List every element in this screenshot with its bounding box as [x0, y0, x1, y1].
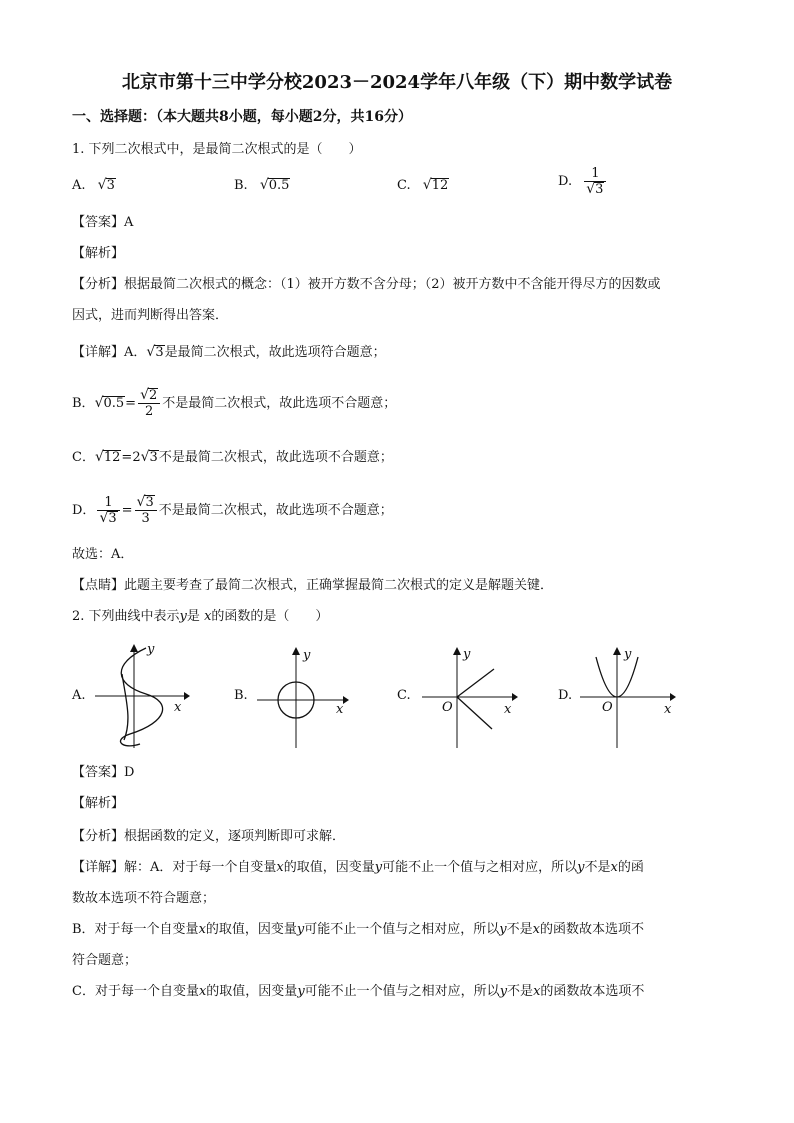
question-2-stem: 2. 下列曲线中表示y是 x的函数的是（ ）	[72, 609, 329, 624]
axis-y-label: y	[303, 648, 311, 663]
q2-detail-a: 【详解】解：A．对于每一个自变量x的取值，因变量y可能不止一个值与之相对应，所以y不是x的函	[72, 860, 644, 875]
q2-answer: 【答案】D	[72, 765, 135, 780]
option-label: A.	[72, 178, 86, 193]
q1-fenxi-line2: 因式，进而判断得出答案．	[72, 308, 229, 323]
q1-analysis-head: 【解析】	[72, 246, 125, 261]
q1-fenxi-line1: 【分析】根据最简二次根式的概念：（1）被开方数不含分母；（2）被开方数中不含能开得尽方的因数或	[72, 277, 661, 292]
q1-option-b[interactable]: B. √0.5	[234, 177, 290, 193]
question-1-stem: 1. 下列二次根式中，是最简二次根式的是（ ）	[72, 142, 362, 157]
q2-fenxi: 【分析】根据函数的定义，逐项判断即可求解．	[72, 829, 346, 844]
q1-detail-c: C．√12=2√3不是最简二次根式，故此选项不合题意；	[72, 449, 393, 465]
option-label: D.	[558, 174, 573, 189]
q2-detail-c: C．对于每一个自变量x的取值，因变量y可能不止一个值与之相对应，所以y不是x的函数故本选项不	[72, 984, 645, 999]
axis-x-label: x	[336, 702, 344, 717]
axis-y-label: y	[463, 647, 471, 662]
radicand: 0.5	[268, 178, 290, 193]
axis-x-label: x	[664, 702, 672, 717]
q2-option-d-label[interactable]: D.	[558, 688, 573, 703]
radicand: 12	[431, 178, 449, 193]
q2-option-b-label[interactable]: B.	[234, 688, 248, 703]
q2-option-c-label[interactable]: C.	[397, 688, 411, 703]
origin-label: O	[602, 700, 613, 715]
radicand: 3	[106, 178, 115, 193]
origin-label: O	[442, 700, 453, 715]
q2-detail-b-cont: 符合题意；	[72, 953, 138, 968]
radicand: 3	[595, 182, 604, 197]
q2-option-a-label[interactable]: A.	[72, 688, 86, 703]
section-heading: 一、选择题：（本大题共8小题，每小题2分，共16分）	[72, 109, 412, 125]
q1-detail-a: 【详解】A．√3是最简二次根式，故此选项符合题意；	[72, 344, 386, 360]
axis-x-label: x	[504, 702, 512, 717]
q2-analysis-head: 【解析】	[72, 796, 125, 811]
q1-answer: 【答案】A	[72, 215, 134, 230]
q2-detail-a-cont: 数故本选项不符合题意；	[72, 891, 216, 906]
page-title: 北京市第十三中学分校2023－2024学年八年级（下）期中数学试卷	[121, 72, 673, 93]
q1-option-d[interactable]: D. $\frac{1}{√3}$	[558, 166, 608, 197]
axis-x-label: x	[174, 700, 182, 715]
q2-graph-a[interactable]	[92, 640, 192, 750]
option-label: B.	[234, 178, 248, 193]
q1-detail-d: D． $\frac{1}{√3}$ = $\frac{√3}{3}$ 不是最简二次根式，故此选项不合题意；	[72, 494, 393, 526]
axis-y-label: y	[147, 642, 155, 657]
option-label: C.	[397, 178, 411, 193]
q1-dianjing: 【点睛】此题主要考查了最简二次根式，正确掌握最简二次根式的定义是解题关键．	[72, 578, 554, 593]
axis-y-label: y	[624, 647, 632, 662]
q1-choose: 故选：A．	[72, 547, 134, 562]
q1-option-c[interactable]: C. √12	[397, 177, 449, 193]
q1-detail-b: B．√0.5= $\frac{√2}{2}$ 不是最简二次根式，故此选项不合题意；	[72, 387, 397, 419]
q1-option-a[interactable]: A. √3	[72, 177, 115, 193]
fraction-numerator: 1	[584, 166, 606, 182]
q2-detail-b: B．对于每一个自变量x的取值，因变量y可能不止一个值与之相对应，所以y不是x的函数故本选项不	[72, 922, 645, 937]
